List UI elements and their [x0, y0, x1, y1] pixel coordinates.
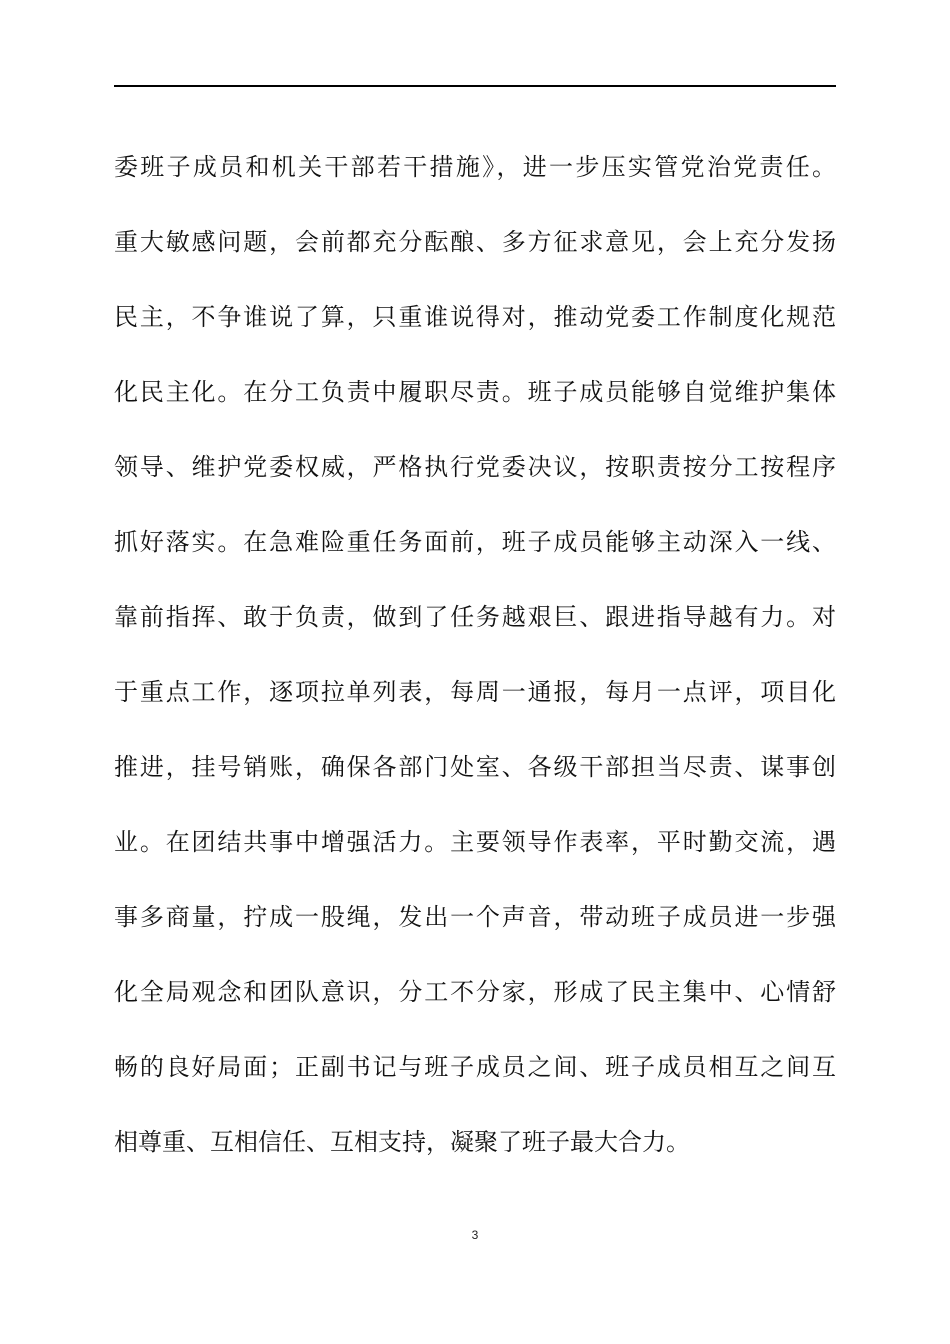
text-line: 民主，不争谁说了算，只重谁说得对，推动党委工作制度化规范 — [114, 303, 836, 331]
text-line: 化民主化。在分工负责中履职尽责。班子成员能够自觉维护集体 — [114, 378, 836, 406]
text-line: 委班子成员和机关干部若干措施》，进一步压实管党治党责任。 — [114, 153, 836, 181]
text-line: 领导、维护党委权威，严格执行党委决议，按职责按分工按程序 — [114, 453, 836, 481]
text-line: 抓好落实。在急难险重任务面前，班子成员能够主动深入一线、 — [114, 528, 836, 556]
text-line: 畅的良好局面；正副书记与班子成员之间、班子成员相互之间互 — [114, 1053, 836, 1081]
body-paragraph — [114, 152, 836, 1202]
text-line: 推进，挂号销账，确保各部门处室、各级干部担当尽责、谋事创 — [114, 753, 836, 781]
page-number: 3 — [471, 1228, 479, 1242]
text-line: 业。在团结共事中增强活力。主要领导作表率，平时勤交流，遇 — [114, 828, 836, 856]
text-line: 相尊重、互相信任、互相支持，凝聚了班子最大合力。 — [114, 1128, 690, 1156]
text-line: 于重点工作，逐项拉单列表，每周一通报，每月一点评，项目化 — [114, 678, 836, 706]
header-rule — [114, 85, 836, 87]
text-line: 事多商量，拧成一股绳，发出一个声音，带动班子成员进一步强 — [114, 903, 836, 931]
text-line: 靠前指挥、敢于负责，做到了任务越艰巨、跟进指导越有力。对 — [114, 603, 836, 631]
text-line: 化全局观念和团队意识，分工不分家，形成了民主集中、心情舒 — [114, 978, 836, 1006]
text-line: 重大敏感问题，会前都充分酝酿、多方征求意见，会上充分发扬 — [114, 228, 836, 256]
